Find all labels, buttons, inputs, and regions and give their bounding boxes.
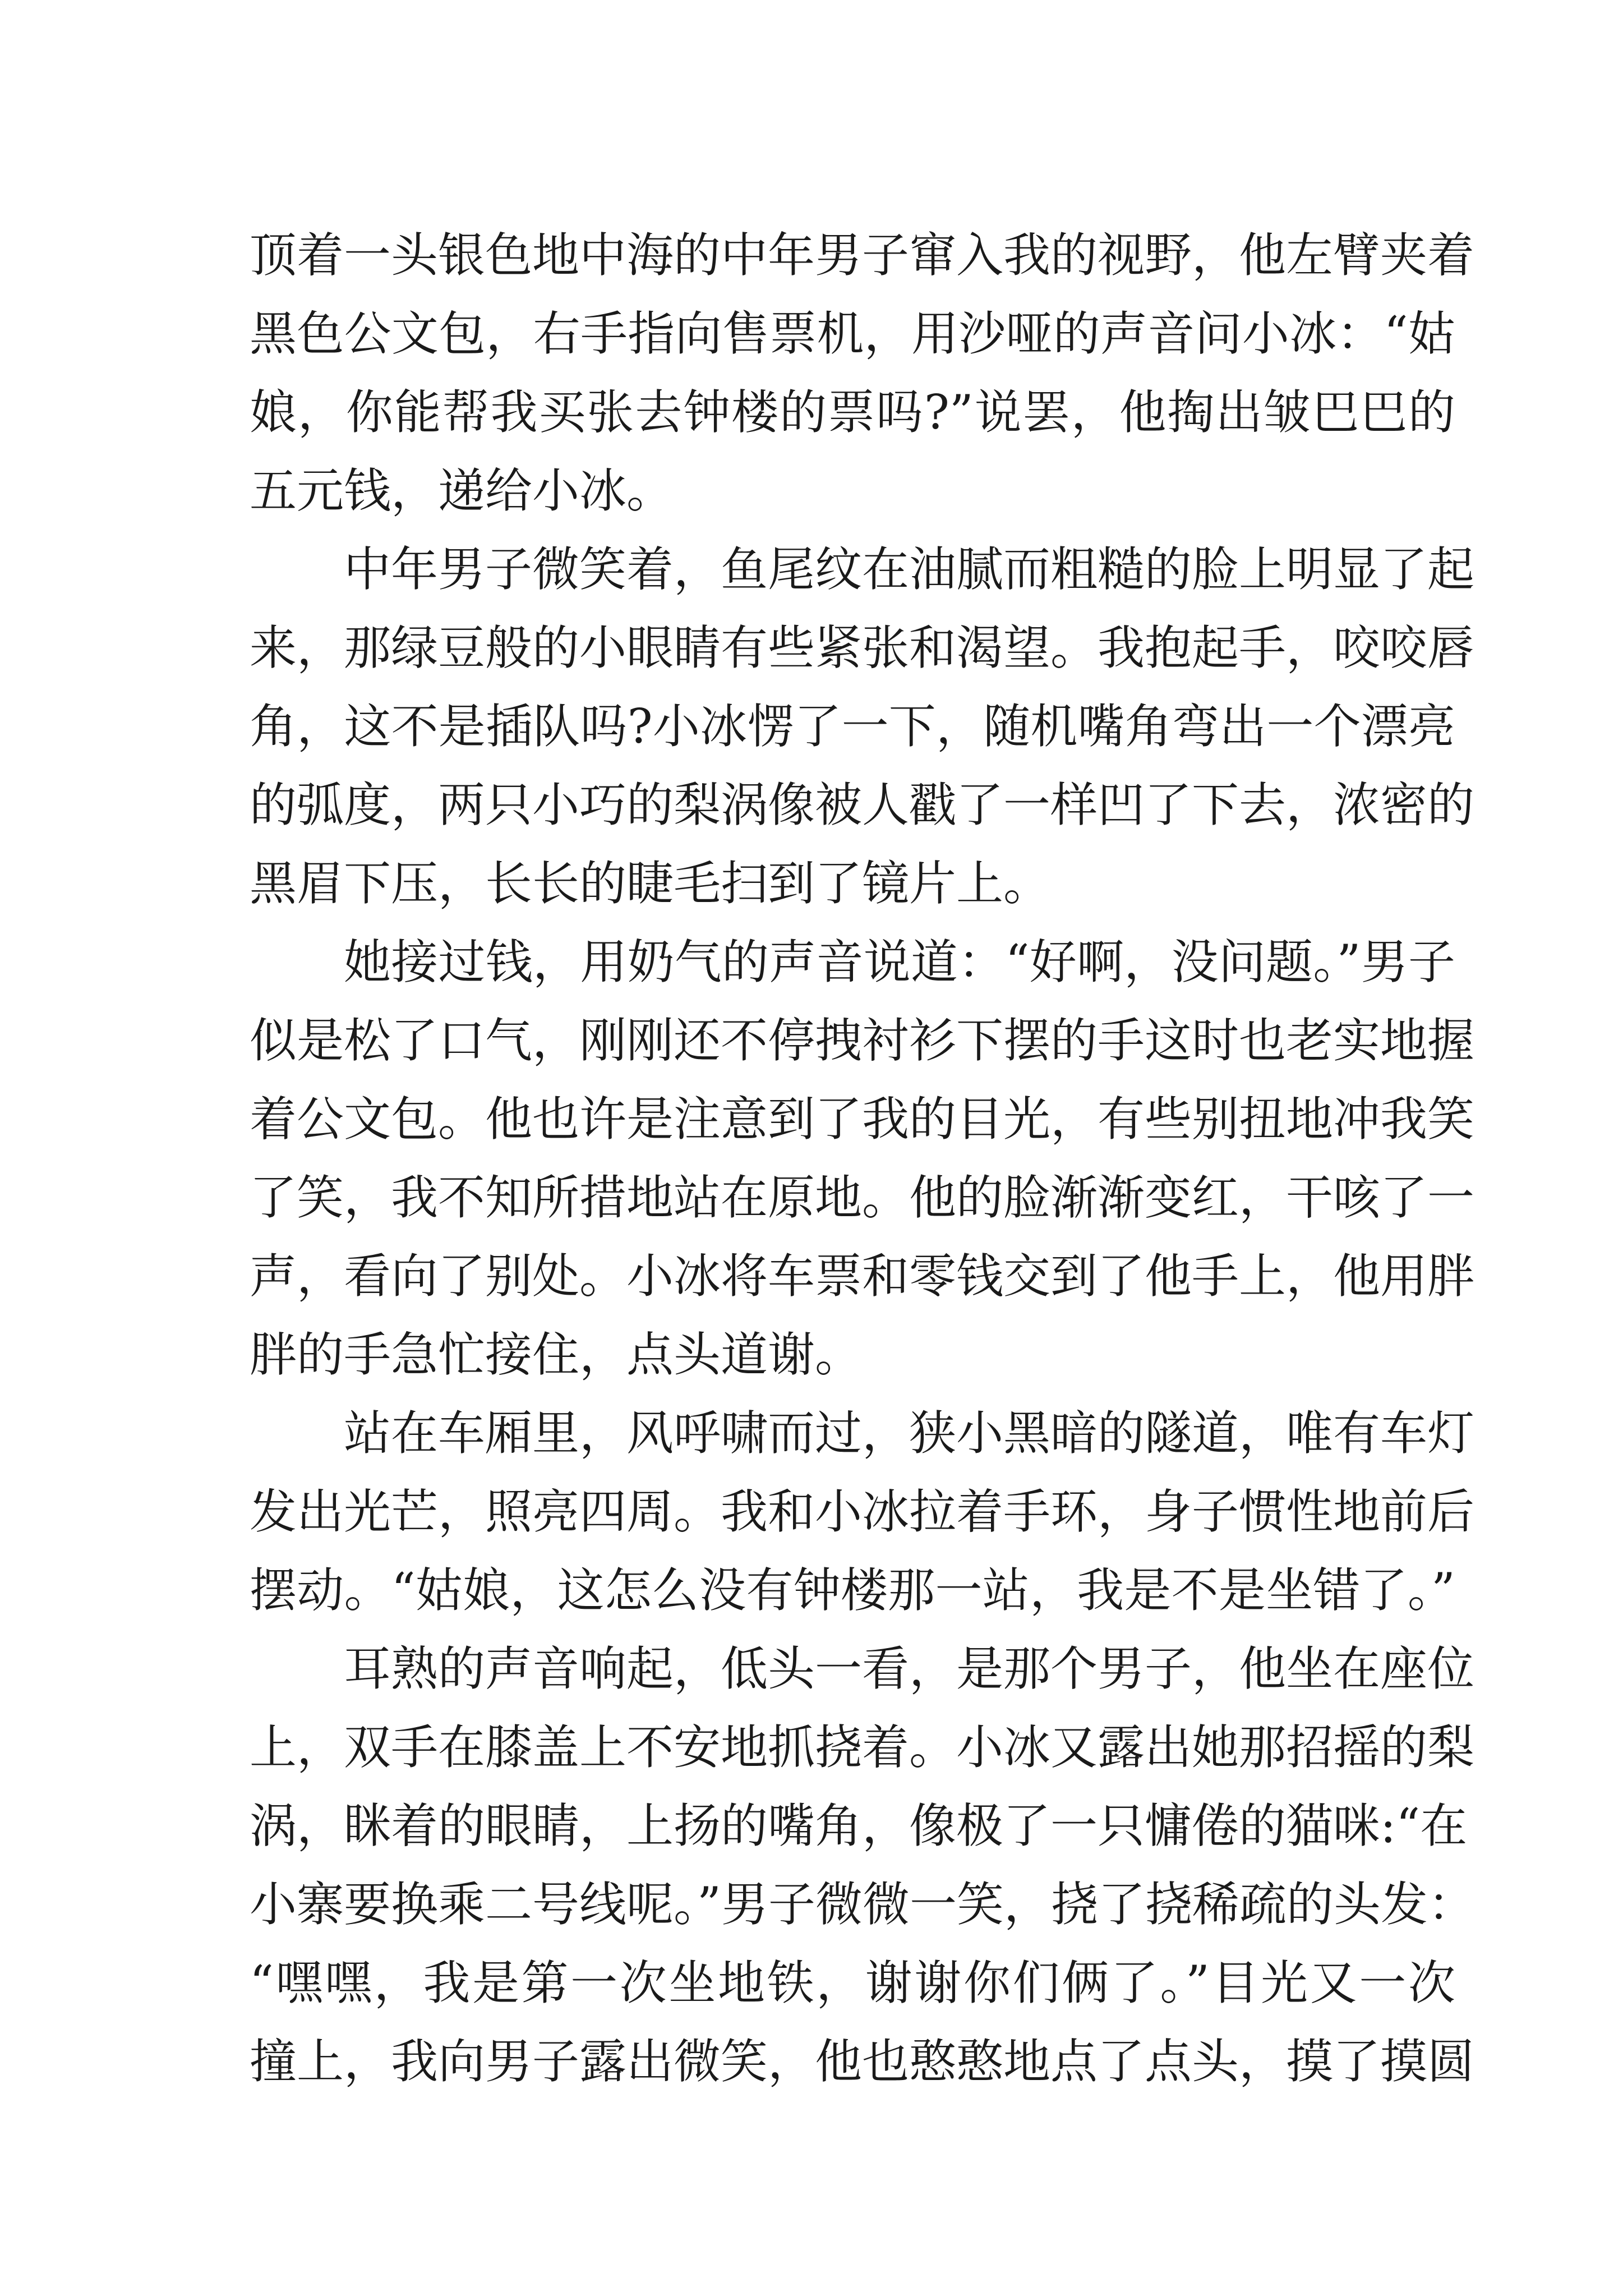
text-line: 黑眉下压，长长的睫毛扫到了镜片上。 <box>250 856 1051 911</box>
text-line: 了笑，我不知所措地站在原地。他的脸渐渐变红，干咳了一 <box>250 1170 1475 1225</box>
paragraph-first-line: 中年男子微笑着，鱼尾纹在油腻而粗糙的脸上明显了起 <box>344 542 1475 597</box>
text-line: 似是松了口气，刚刚还不停拽衬衫下摆的手这时也老实地握 <box>250 1013 1475 1068</box>
text-line: 黑色公文包，右手指向售票机，用沙哑的声音问小冰：“姑 <box>250 306 1455 361</box>
paragraph-first-line: 耳熟的声音响起，低头一看，是那个男子，他坐在座位 <box>344 1641 1475 1696</box>
text-line: “嘿嘿，我是第一次坐地铁，谢谢你们俩了。”目光又一次 <box>250 1955 1455 2010</box>
text-line: 胖的手急忙接住，点头道谢。 <box>250 1327 863 1382</box>
text-line: 的弧度，两只小巧的梨涡像被人戳了一样凹了下去，浓密的 <box>250 777 1475 832</box>
text-line: 顶着一头银色地中海的中年男子窜入我的视野，他左臂夹着 <box>250 228 1475 283</box>
text-line: 娘，你能帮我买张去钟楼的票吗?”说罢，他掏出皱巴巴的 <box>250 385 1455 440</box>
text-line: 来，那绿豆般的小眼睛有些紧张和渴望。我抱起手，咬咬唇 <box>250 620 1475 675</box>
paragraph-first-line: 她接过钱，用奶气的声音说道：“好啊，没问题。”男子 <box>344 935 1455 990</box>
paragraph-first-line: 站在车厢里，风呼啸而过，狭小黑暗的隧道，唯有车灯 <box>344 1406 1475 1461</box>
text-line: 上，双手在膝盖上不安地抓挠着。小冰又露出她那招摇的梨 <box>250 1720 1475 1775</box>
text-line: 角，这不是插队吗?小冰愣了一下，随机嘴角弯出一个漂亮 <box>250 699 1455 754</box>
text-line: 小寨要换乘二号线呢。”男子微微一笑，挠了挠稀疏的头发： <box>250 1877 1475 1932</box>
text-line: 声，看向了别处。小冰将车票和零钱交到了他手上，他用胖 <box>250 1249 1475 1304</box>
text-line: 着公文包。他也许是注意到了我的目光，有些别扭地冲我笑 <box>250 1092 1475 1147</box>
text-line: 摆动。“姑娘，这怎么没有钟楼那一站，我是不是坐错了。” <box>250 1563 1455 1618</box>
body-text <box>250 216 1475 2101</box>
text-line: 撞上，我向男子露出微笑，他也憨憨地点了点头，摸了摸圆 <box>250 2034 1475 2089</box>
text-line: 涡，眯着的眼睛，上扬的嘴角，像极了一只慵倦的猫咪:“在 <box>250 1798 1468 1853</box>
text-line: 五元钱，递给小冰。 <box>250 463 674 518</box>
text-line: 发出光芒，照亮四周。我和小冰拉着手环，身子惯性地前后 <box>250 1484 1475 1539</box>
